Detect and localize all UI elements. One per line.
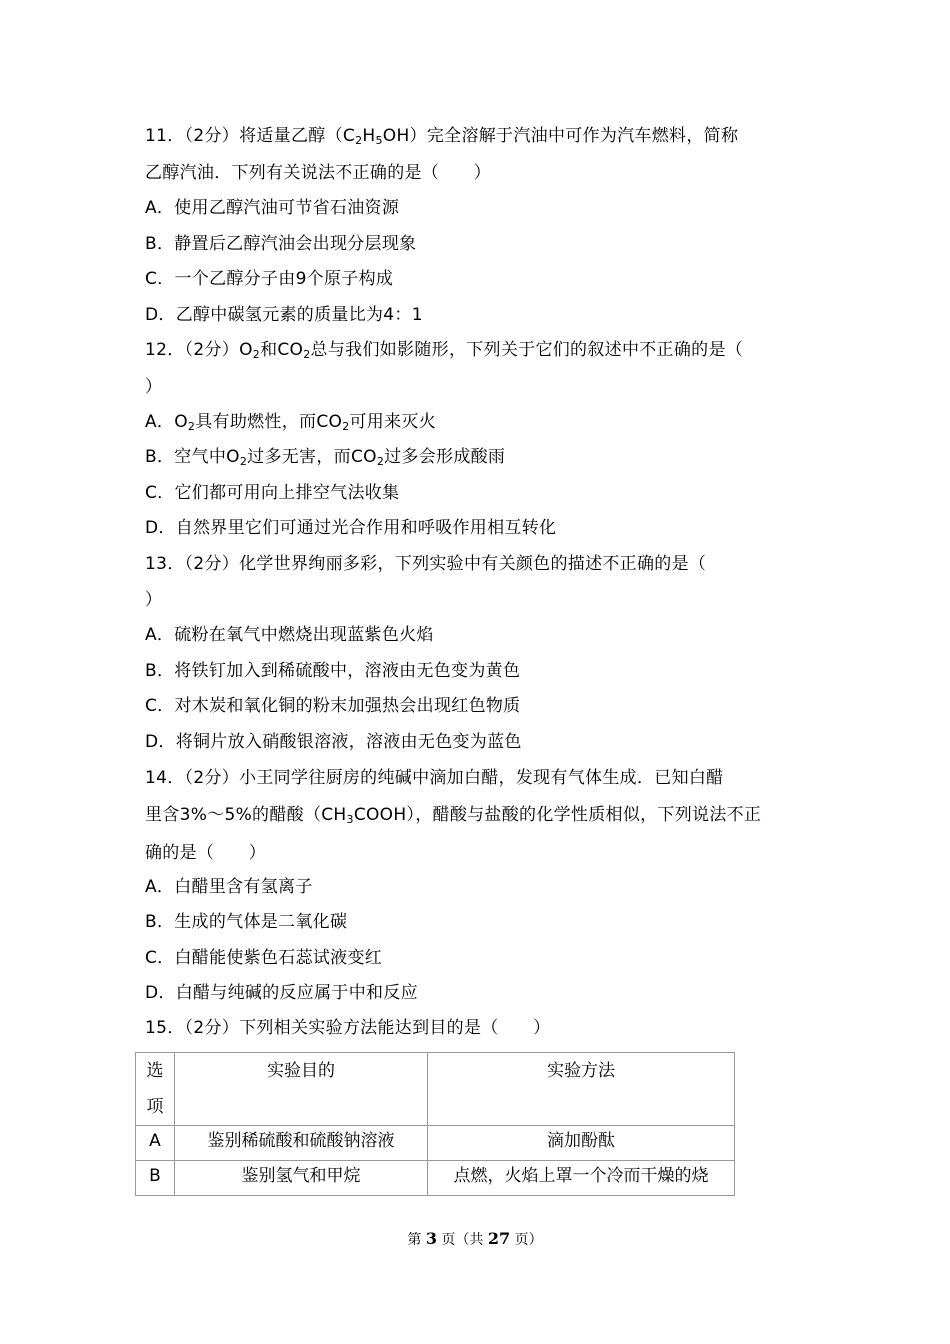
q13-option-b: B．将铁钉加入到稀硫酸中，溶液由无色变为黄色: [145, 661, 521, 681]
header-option-cell: [136, 1053, 175, 1126]
q11-number: 11．: [145, 126, 185, 146]
q11-score: （2分）: [184, 126, 240, 146]
q12-stem-line2: ）: [145, 377, 163, 397]
q11-stem-line2: 乙醇汽油．下列有关说法不正确的是（ ）: [145, 163, 491, 183]
q13-number: 13．: [145, 554, 185, 574]
row-method-cell: 滴加酚酞: [428, 1126, 735, 1161]
row-option-cell: A: [136, 1126, 175, 1161]
q11-stem-line1: [145, 124, 815, 148]
q12-sub-1: 2: [252, 348, 261, 361]
q12-opt-a-text-a: A．O: [145, 412, 188, 432]
q14-score: （2分）: [184, 768, 240, 788]
q15-options-table: [135, 1052, 735, 1196]
q12-option-a: [145, 410, 815, 434]
q14-number: 14．: [145, 768, 185, 788]
q13-option-a: A．硫粉在氧气中燃烧出现蓝紫色火焰: [145, 625, 434, 645]
q12-score: （2分）: [184, 340, 240, 360]
q14-sub-3: 3: [346, 813, 354, 826]
q13-stem-line2: ）: [145, 590, 163, 610]
q14-option-c: C．白醋能使紫色石蕊试液变红: [145, 948, 383, 968]
q15-text: 下列相关实验方法能达到目的是（ ）: [239, 1018, 551, 1038]
q12-opt-a-sub-2: 2: [342, 420, 350, 433]
table-header-row: [136, 1053, 735, 1126]
q12-option-b: [145, 445, 815, 469]
q12-stem-line1: [145, 338, 815, 362]
q14-option-a: A．白醋里含有氢离子: [145, 877, 313, 897]
q12-text-c: 总与我们如影随形，下列关于它们的叙述中不正确的是（: [310, 340, 744, 360]
q14-stem-line1: [145, 766, 815, 790]
footer-total-pages: 27: [487, 1229, 511, 1248]
q13-text: 化学世界绚丽多彩，下列实验中有关颜色的描述不正确的是（: [239, 554, 707, 574]
row-purpose-cell: 鉴别氢气和甲烷: [174, 1161, 427, 1196]
q12-opt-b-sub-2: 2: [376, 455, 385, 468]
q12-opt-b-sub-1: 2: [239, 455, 248, 468]
header-method-cell: 实验方法: [428, 1053, 735, 1126]
q14-option-d: D．白醋与纯碱的反应属于中和反应: [145, 983, 418, 1003]
q12-opt-a-text-b: 具有助燃性，而CO: [195, 412, 343, 432]
row-method-cell: 点燃，火焰上罩一个冷而干燥的烧: [428, 1161, 735, 1196]
footer-suffix: 页）: [510, 1232, 543, 1248]
q14-stem-line3: 确的是（ ）: [145, 843, 267, 863]
q12-opt-b-text-a: B．空气中O: [145, 447, 240, 467]
row-purpose-cell: 鉴别稀硫酸和硫酸钠溶液: [174, 1126, 427, 1161]
q12-opt-a-text-c: 可用来灭火: [349, 412, 436, 432]
q15-score: （2分）: [184, 1018, 240, 1038]
footer-middle: 页（共: [436, 1232, 488, 1248]
q14-line2-text-a: 里含3%～5%的醋酸（CH: [145, 805, 347, 825]
q13-stem-line1: [145, 552, 815, 576]
q11-text-b: OH）完全溶解于汽油中可作为汽车燃料，简称: [382, 126, 739, 146]
q14-option-b: B．生成的气体是二氧化碳: [145, 912, 348, 932]
q12-number: 12．: [145, 340, 185, 360]
q11-option-c: C．一个乙醇分子由9个原子构成: [145, 269, 394, 289]
q14-line2-text-b: COOH），醋酸与盐酸的化学性质相似，下列说法不正: [353, 805, 762, 825]
header-purpose-cell: 实验目的: [174, 1053, 427, 1126]
table-row: [136, 1161, 735, 1196]
header-option-line2: 项: [146, 1097, 164, 1117]
table-row: [136, 1126, 735, 1161]
page-footer: [0, 1228, 950, 1251]
q12-sub-2: 2: [303, 348, 311, 361]
q12-option-d: D．自然界里它们可通过光合作用和呼吸作用相互转化: [145, 518, 557, 538]
q12-text-a: O: [239, 340, 253, 360]
footer-page-number: 3: [425, 1229, 437, 1248]
footer-prefix: 第: [407, 1232, 426, 1248]
q11-option-d: D．乙醇中碳氢元素的质量比为4：1: [145, 305, 423, 325]
q11-sub-2: 2: [355, 134, 363, 147]
header-option-line1: 选: [146, 1061, 164, 1081]
q12-text-b: 和CO: [260, 340, 304, 360]
q11-option-a: A．使用乙醇汽油可节省石油资源: [145, 198, 400, 218]
q12-opt-b-text-b: 过多无害，而CO: [247, 447, 377, 467]
q11-option-b: B．静置后乙醇汽油会出现分层现象: [145, 234, 417, 254]
q11-text-a: 将适量乙醇（C: [239, 126, 356, 146]
q13-option-d: D．将铜片放入硝酸银溶液，溶液由无色变为蓝色: [145, 732, 522, 752]
q12-opt-b-text-c: 过多会形成酸雨: [384, 447, 506, 467]
q12-option-c: C．它们都可用向上排空气法收集: [145, 483, 400, 503]
q13-option-c: C．对木炭和氧化铜的粉末加强热会出现红色物质: [145, 696, 521, 716]
q14-text: 小王同学往厨房的纯碱中滴加白醋，发现有气体生成．已知白醋: [239, 768, 724, 788]
q15-stem-line1: [145, 1016, 815, 1040]
q12-opt-a-sub-1: 2: [187, 420, 196, 433]
q13-score: （2分）: [184, 554, 240, 574]
q11-text-h: H: [362, 126, 376, 146]
q11-sub-5: 5: [375, 134, 383, 147]
row-option-cell: B: [136, 1161, 175, 1196]
q15-number: 15．: [145, 1018, 185, 1038]
q14-stem-line2: [145, 803, 815, 827]
